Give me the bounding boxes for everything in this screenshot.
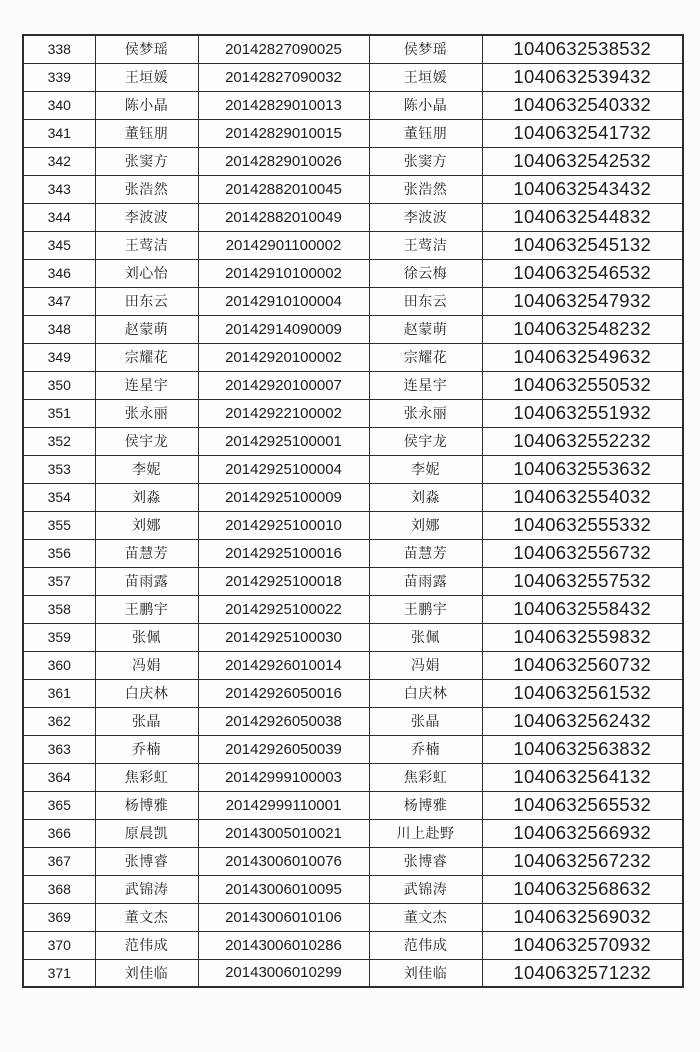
confirm-name-cell: 刘淼	[369, 483, 482, 511]
confirm-name-cell: 侯梦瑶	[369, 35, 482, 63]
code-cell: 20143006010299	[198, 959, 369, 987]
confirm-name-cell: 张窦方	[369, 147, 482, 175]
serial-cell: 1040632567232	[482, 847, 683, 875]
confirm-name-cell: 张永丽	[369, 399, 482, 427]
table-row	[23, 959, 683, 987]
row-index-cell: 353	[23, 455, 95, 483]
row-index-cell: 350	[23, 371, 95, 399]
confirm-name-cell: 董文杰	[369, 903, 482, 931]
name-cell: 连星宇	[95, 371, 198, 399]
row-index-cell: 339	[23, 63, 95, 91]
serial-cell: 1040632551932	[482, 399, 683, 427]
table-row	[23, 819, 683, 847]
name-cell: 张窦方	[95, 147, 198, 175]
code-cell: 20142999100003	[198, 763, 369, 791]
row-index-cell: 341	[23, 119, 95, 147]
code-cell: 20142999110001	[198, 791, 369, 819]
table-row	[23, 119, 683, 147]
confirm-name-cell: 张浩然	[369, 175, 482, 203]
serial-cell: 1040632570932	[482, 931, 683, 959]
row-index-cell: 346	[23, 259, 95, 287]
table-row	[23, 91, 683, 119]
code-cell: 20143006010076	[198, 847, 369, 875]
serial-cell: 1040632560732	[482, 651, 683, 679]
roster-table	[22, 34, 684, 988]
serial-cell: 1040632569032	[482, 903, 683, 931]
table-row	[23, 679, 683, 707]
code-cell: 20142926050038	[198, 707, 369, 735]
name-cell: 赵蒙萌	[95, 315, 198, 343]
code-cell: 20142926010014	[198, 651, 369, 679]
name-cell: 宗耀花	[95, 343, 198, 371]
code-cell: 20142882010045	[198, 175, 369, 203]
serial-cell: 1040632545132	[482, 231, 683, 259]
confirm-name-cell: 杨博雅	[369, 791, 482, 819]
confirm-name-cell: 川上赴野	[369, 819, 482, 847]
name-cell: 苗慧芳	[95, 539, 198, 567]
table-row	[23, 147, 683, 175]
confirm-name-cell: 王鹏宇	[369, 595, 482, 623]
code-cell: 20142926050039	[198, 735, 369, 763]
serial-cell: 1040632538532	[482, 35, 683, 63]
name-cell: 王垣媛	[95, 63, 198, 91]
serial-cell: 1040632546532	[482, 259, 683, 287]
confirm-name-cell: 焦彩虹	[369, 763, 482, 791]
serial-cell: 1040632544832	[482, 203, 683, 231]
table-row	[23, 567, 683, 595]
name-cell: 武锦涛	[95, 875, 198, 903]
code-cell: 20142922100002	[198, 399, 369, 427]
name-cell: 张佩	[95, 623, 198, 651]
serial-cell: 1040632566932	[482, 819, 683, 847]
row-index-cell: 354	[23, 483, 95, 511]
row-index-cell: 342	[23, 147, 95, 175]
table-row	[23, 483, 683, 511]
name-cell: 范伟成	[95, 931, 198, 959]
serial-cell: 1040632555332	[482, 511, 683, 539]
serial-cell: 1040632542532	[482, 147, 683, 175]
code-cell: 20142827090032	[198, 63, 369, 91]
row-index-cell: 359	[23, 623, 95, 651]
serial-cell: 1040632568632	[482, 875, 683, 903]
name-cell: 苗雨露	[95, 567, 198, 595]
code-cell: 20142901100002	[198, 231, 369, 259]
name-cell: 张浩然	[95, 175, 198, 203]
table-row	[23, 707, 683, 735]
serial-cell: 1040632556732	[482, 539, 683, 567]
code-cell: 20142910100004	[198, 287, 369, 315]
code-cell: 20142925100010	[198, 511, 369, 539]
table-row	[23, 651, 683, 679]
row-index-cell: 351	[23, 399, 95, 427]
serial-cell: 1040632565532	[482, 791, 683, 819]
name-cell: 董钰朋	[95, 119, 198, 147]
table-row	[23, 903, 683, 931]
serial-cell: 1040632549632	[482, 343, 683, 371]
table-row	[23, 231, 683, 259]
code-cell: 20142914090009	[198, 315, 369, 343]
code-cell: 20142925100030	[198, 623, 369, 651]
serial-cell: 1040632554032	[482, 483, 683, 511]
name-cell: 刘淼	[95, 483, 198, 511]
name-cell: 原晨凯	[95, 819, 198, 847]
confirm-name-cell: 张佩	[369, 623, 482, 651]
code-cell: 20142925100016	[198, 539, 369, 567]
confirm-name-cell: 冯娟	[369, 651, 482, 679]
name-cell: 刘娜	[95, 511, 198, 539]
row-index-cell: 355	[23, 511, 95, 539]
name-cell: 李波波	[95, 203, 198, 231]
confirm-name-cell: 张博睿	[369, 847, 482, 875]
table-row	[23, 287, 683, 315]
row-index-cell: 366	[23, 819, 95, 847]
row-index-cell: 340	[23, 91, 95, 119]
confirm-name-cell: 武锦涛	[369, 875, 482, 903]
code-cell: 20143006010106	[198, 903, 369, 931]
table-row	[23, 511, 683, 539]
confirm-name-cell: 苗慧芳	[369, 539, 482, 567]
code-cell: 20142926050016	[198, 679, 369, 707]
code-cell: 20143005010021	[198, 819, 369, 847]
code-cell: 20142925100022	[198, 595, 369, 623]
row-index-cell: 352	[23, 427, 95, 455]
name-cell: 刘心怡	[95, 259, 198, 287]
confirm-name-cell: 董钰朋	[369, 119, 482, 147]
row-index-cell: 363	[23, 735, 95, 763]
code-cell: 20142829010026	[198, 147, 369, 175]
serial-cell: 1040632561532	[482, 679, 683, 707]
name-cell: 白庆林	[95, 679, 198, 707]
name-cell: 乔楠	[95, 735, 198, 763]
serial-cell: 1040632543432	[482, 175, 683, 203]
table-row	[23, 735, 683, 763]
name-cell: 张永丽	[95, 399, 198, 427]
row-index-cell: 348	[23, 315, 95, 343]
code-cell: 20142920100007	[198, 371, 369, 399]
confirm-name-cell: 王莺洁	[369, 231, 482, 259]
code-cell: 20142910100002	[198, 259, 369, 287]
code-cell: 20142920100002	[198, 343, 369, 371]
code-cell: 20142925100009	[198, 483, 369, 511]
table-row	[23, 875, 683, 903]
confirm-name-cell: 张晶	[369, 707, 482, 735]
table-row	[23, 791, 683, 819]
serial-cell: 1040632553632	[482, 455, 683, 483]
serial-cell: 1040632539432	[482, 63, 683, 91]
table-row	[23, 763, 683, 791]
serial-cell: 1040632548232	[482, 315, 683, 343]
row-index-cell: 357	[23, 567, 95, 595]
table-row	[23, 539, 683, 567]
name-cell: 张晶	[95, 707, 198, 735]
confirm-name-cell: 侯宇龙	[369, 427, 482, 455]
code-cell: 20142827090025	[198, 35, 369, 63]
table-row	[23, 371, 683, 399]
serial-cell: 1040632562432	[482, 707, 683, 735]
code-cell: 20142829010015	[198, 119, 369, 147]
serial-cell: 1040632541732	[482, 119, 683, 147]
row-index-cell: 345	[23, 231, 95, 259]
confirm-name-cell: 陈小晶	[369, 91, 482, 119]
code-cell: 20142829010013	[198, 91, 369, 119]
name-cell: 李妮	[95, 455, 198, 483]
row-index-cell: 347	[23, 287, 95, 315]
confirm-name-cell: 范伟成	[369, 931, 482, 959]
code-cell: 20143006010095	[198, 875, 369, 903]
table-row	[23, 63, 683, 91]
name-cell: 侯梦瑶	[95, 35, 198, 63]
row-index-cell: 365	[23, 791, 95, 819]
row-index-cell: 356	[23, 539, 95, 567]
row-index-cell: 338	[23, 35, 95, 63]
serial-cell: 1040632563832	[482, 735, 683, 763]
table-row	[23, 427, 683, 455]
name-cell: 杨博雅	[95, 791, 198, 819]
code-cell: 20143006010286	[198, 931, 369, 959]
name-cell: 焦彩虹	[95, 763, 198, 791]
table-row	[23, 203, 683, 231]
serial-cell: 1040632557532	[482, 567, 683, 595]
confirm-name-cell: 刘娜	[369, 511, 482, 539]
row-index-cell: 364	[23, 763, 95, 791]
roster-table-body	[23, 35, 683, 987]
table-row	[23, 931, 683, 959]
row-index-cell: 361	[23, 679, 95, 707]
name-cell: 侯宇龙	[95, 427, 198, 455]
confirm-name-cell: 徐云梅	[369, 259, 482, 287]
confirm-name-cell: 乔楠	[369, 735, 482, 763]
confirm-name-cell: 李妮	[369, 455, 482, 483]
serial-cell: 1040632550532	[482, 371, 683, 399]
name-cell: 张博睿	[95, 847, 198, 875]
name-cell: 刘佳临	[95, 959, 198, 987]
row-index-cell: 362	[23, 707, 95, 735]
code-cell: 20142925100004	[198, 455, 369, 483]
code-cell: 20142925100001	[198, 427, 369, 455]
table-row	[23, 623, 683, 651]
table-row	[23, 315, 683, 343]
table-row	[23, 175, 683, 203]
serial-cell: 1040632559832	[482, 623, 683, 651]
name-cell: 陈小晶	[95, 91, 198, 119]
confirm-name-cell: 王垣媛	[369, 63, 482, 91]
row-index-cell: 343	[23, 175, 95, 203]
row-index-cell: 369	[23, 903, 95, 931]
row-index-cell: 368	[23, 875, 95, 903]
serial-cell: 1040632571232	[482, 959, 683, 987]
serial-cell: 1040632564132	[482, 763, 683, 791]
confirm-name-cell: 田东云	[369, 287, 482, 315]
row-index-cell: 371	[23, 959, 95, 987]
table-row	[23, 259, 683, 287]
table-row	[23, 35, 683, 63]
serial-cell: 1040632547932	[482, 287, 683, 315]
confirm-name-cell: 李波波	[369, 203, 482, 231]
code-cell: 20142925100018	[198, 567, 369, 595]
table-row	[23, 595, 683, 623]
confirm-name-cell: 苗雨露	[369, 567, 482, 595]
row-index-cell: 358	[23, 595, 95, 623]
confirm-name-cell: 赵蒙萌	[369, 315, 482, 343]
table-row	[23, 847, 683, 875]
confirm-name-cell: 宗耀花	[369, 343, 482, 371]
row-index-cell: 367	[23, 847, 95, 875]
confirm-name-cell: 连星宇	[369, 371, 482, 399]
name-cell: 董文杰	[95, 903, 198, 931]
name-cell: 王莺洁	[95, 231, 198, 259]
confirm-name-cell: 刘佳临	[369, 959, 482, 987]
name-cell: 田东云	[95, 287, 198, 315]
serial-cell: 1040632558432	[482, 595, 683, 623]
name-cell: 王鹏宇	[95, 595, 198, 623]
table-row	[23, 455, 683, 483]
serial-cell: 1040632540332	[482, 91, 683, 119]
row-index-cell: 360	[23, 651, 95, 679]
code-cell: 20142882010049	[198, 203, 369, 231]
roster-table-container	[22, 34, 682, 988]
serial-cell: 1040632552232	[482, 427, 683, 455]
name-cell: 冯娟	[95, 651, 198, 679]
row-index-cell: 344	[23, 203, 95, 231]
table-row	[23, 343, 683, 371]
row-index-cell: 370	[23, 931, 95, 959]
table-row	[23, 399, 683, 427]
row-index-cell: 349	[23, 343, 95, 371]
confirm-name-cell: 白庆林	[369, 679, 482, 707]
